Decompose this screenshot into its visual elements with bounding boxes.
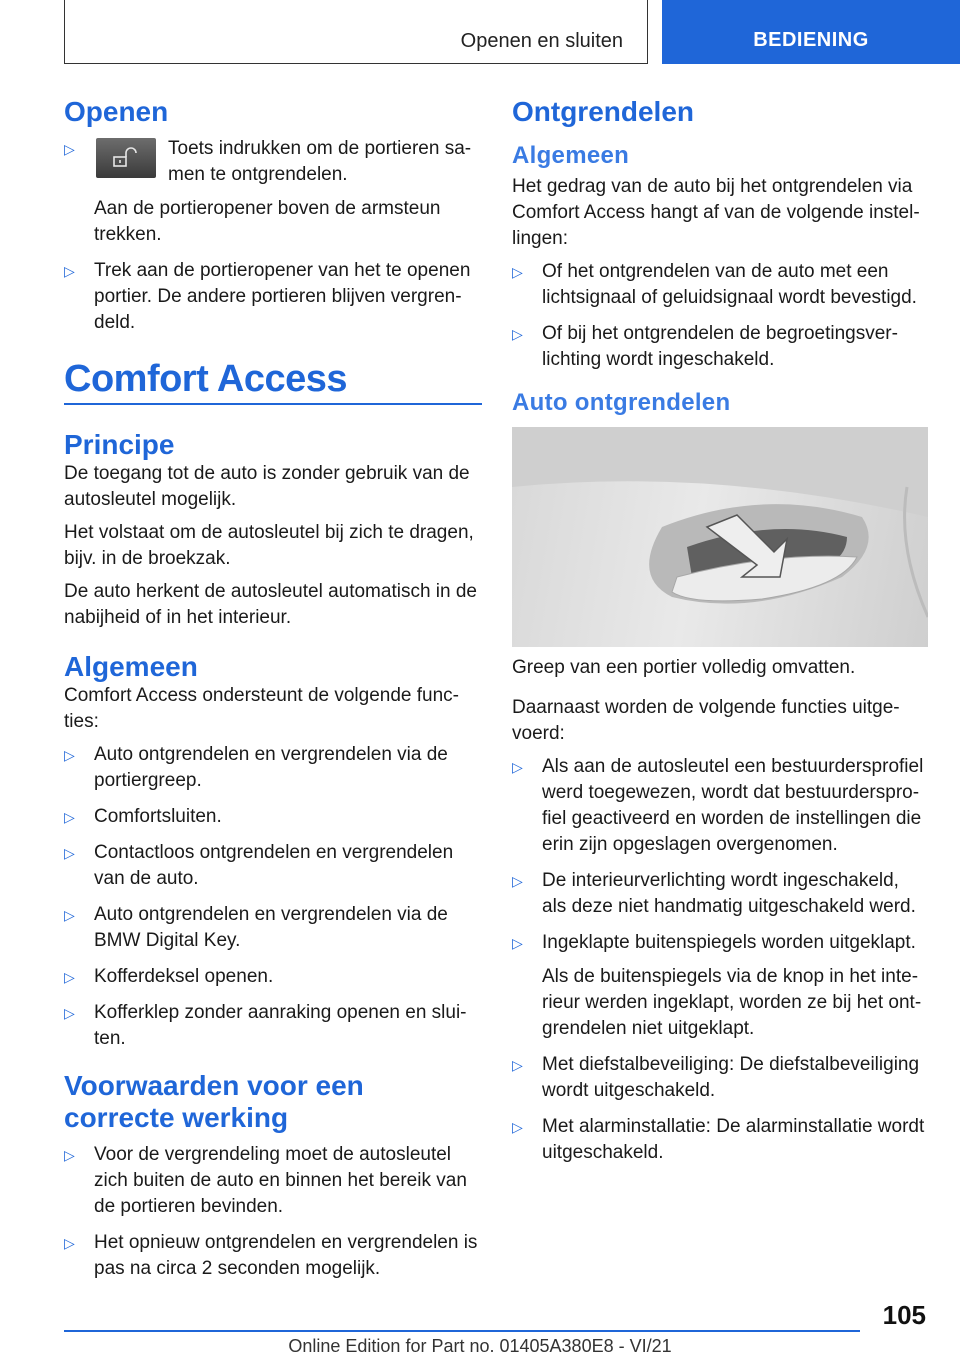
list-item-subtext: Aan de portieropener boven de armsteun trekken.	[94, 198, 441, 245]
triangle-bullet-icon: ▷	[64, 845, 75, 861]
list-item	[512, 754, 928, 858]
list-item	[64, 964, 482, 990]
triangle-bullet-icon: ▷	[64, 907, 75, 923]
list-item-text: De interieurverlichting wordt ingeschakeld, als deze niet handmatig uitgeschakeld werd.	[542, 870, 916, 917]
paragraph: De toegang tot de auto is zonder gebruik van de autosleutel mogelijk.	[64, 463, 470, 510]
algemeen-heading: Algemeen	[64, 651, 198, 682]
list-item	[64, 742, 482, 794]
list-item-text: Het opnieuw ontgrendelen en vergrendelen is pas na circa 2 seconden mogelijk.	[94, 1232, 478, 1279]
list-item	[512, 1114, 928, 1166]
list-item-text: Comfortsluiten.	[94, 806, 222, 827]
principe-heading: Principe	[64, 429, 175, 460]
paragraph: Daarnaast worden de volgende functies uitge-voerd:	[512, 697, 900, 744]
section-tab	[64, 0, 648, 64]
list-item-subtext: Als de buitenspiegels via de knop in het inte-rieur werden ingeklapt, worden ze bij het ont-grendelen niet uitgeklapt.	[542, 966, 922, 1039]
footer-divider	[64, 1330, 860, 1332]
paragraph: Comfort Access ondersteunt de volgende func-ties:	[64, 685, 460, 732]
list-item	[64, 258, 482, 336]
list-item	[64, 1230, 482, 1282]
triangle-bullet-icon: ▷	[64, 747, 75, 763]
list-item-text: Voor de vergrendeling moet de autosleutel zich buiten de auto en binnen het bereik van de portieren bevinden.	[94, 1144, 467, 1217]
list-item	[64, 804, 482, 830]
voorwaarden-list	[64, 1142, 482, 1282]
triangle-bullet-icon: ▷	[512, 264, 523, 280]
list-item	[64, 902, 482, 954]
triangle-bullet-icon: ▷	[64, 969, 75, 985]
edition-text: Online Edition for Part no. 01405A380E8 - VI/21	[288, 1336, 672, 1356]
openen-heading: Openen	[64, 96, 169, 127]
triangle-bullet-icon: ▷	[64, 1235, 75, 1251]
voorwaarden-heading: Voorwaarden voor een correcte werking	[64, 1070, 364, 1133]
list-item-text: Als aan de autosleutel een bestuurdersprofiel werd toegewezen, wordt dat bestuurderspro-fiel geactiveerd en worden de instellingen die erin zijn opgeslagen overgenomen.	[542, 756, 924, 855]
list-item-text: Ingeklapte buitenspiegels worden uitgeklapt.	[542, 932, 916, 953]
list-item-text: Met diefstalbeveiliging: De diefstalbeveiliging wordt uitgeschakeld.	[542, 1054, 920, 1101]
triangle-bullet-icon: ▷	[64, 1147, 75, 1163]
list-item-text: Kofferdeksel openen.	[94, 966, 274, 987]
triangle-bullet-icon: ▷	[64, 141, 75, 157]
unlock-icon	[96, 138, 156, 178]
list-item	[512, 930, 928, 1042]
list-item-text: Trek aan de portieropener van het te openen portier. De andere portieren blijven vergren-deld.	[94, 260, 471, 333]
left-column	[64, 96, 482, 1292]
list-item	[64, 1142, 482, 1220]
chapter-tab: BEDIENING	[662, 0, 960, 64]
list-item	[64, 136, 482, 248]
triangle-bullet-icon: ▷	[64, 1005, 75, 1021]
list-item-text: Met alarminstallatie: De alarminstallatie wordt uitgeschakeld.	[542, 1116, 925, 1163]
icon-row	[94, 136, 482, 188]
algemeen-subheading: Algemeen	[512, 142, 630, 169]
list-item	[64, 1000, 482, 1052]
list-item-text: Contactloos ontgrendelen en vergrendelen van de auto.	[94, 842, 454, 889]
list-item-text: Auto ontgrendelen en vergrendelen via de portiergreep.	[94, 744, 448, 791]
paragraph: De auto herkent de autosleutel automatisch in de nabijheid of in het interieur.	[64, 581, 477, 628]
triangle-bullet-icon: ▷	[64, 809, 75, 825]
triangle-bullet-icon: ▷	[512, 1057, 523, 1073]
triangle-bullet-icon: ▷	[512, 759, 523, 775]
section-title: Openen en sluiten	[460, 30, 623, 52]
triangle-bullet-icon: ▷	[512, 935, 523, 951]
auto-ontgrendelen-subheading: Auto ontgrendelen	[512, 389, 731, 416]
algemeen-list	[64, 742, 482, 1052]
paragraph: Het gedrag van de auto bij het ontgrendelen via Comfort Access hangt af van de volgende instel-lingen:	[512, 176, 920, 249]
settings-list	[512, 259, 928, 373]
triangle-bullet-icon: ▷	[64, 263, 75, 279]
openen-list	[64, 136, 482, 336]
right-column	[512, 96, 928, 1176]
triangle-bullet-icon: ▷	[512, 1119, 523, 1135]
list-item	[64, 840, 482, 892]
photo-caption: Greep van een portier volledig omvatten.	[512, 657, 856, 678]
ontgrendelen-heading: Ontgrendelen	[512, 96, 695, 127]
list-item	[512, 259, 928, 311]
list-item-text: Of bij het ontgrendelen de begroetingsver-lichting wordt ingeschakeld.	[542, 323, 898, 370]
list-item	[512, 321, 928, 373]
list-item-text: Kofferklep zonder aanraking openen en slui-ten.	[94, 1002, 467, 1049]
page-header	[0, 0, 960, 66]
door-handle-photo	[512, 427, 928, 647]
functies-list	[512, 754, 928, 1166]
page-number: 105	[882, 1300, 926, 1330]
list-item-text: Toets indrukken om de portieren sa-men te ontgrendelen.	[168, 138, 472, 185]
triangle-bullet-icon: ▷	[512, 873, 523, 889]
list-item-text: Of het ontgrendelen van de auto met een lichtsignaal of geluidsignaal wordt bevestigd.	[542, 261, 917, 308]
triangle-bullet-icon: ▷	[512, 326, 523, 342]
list-item	[512, 868, 928, 920]
list-item	[512, 1052, 928, 1104]
list-item-text: Auto ontgrendelen en vergrendelen via de BMW Digital Key.	[94, 904, 448, 951]
comfort-access-heading: Comfort Access	[64, 358, 482, 405]
paragraph: Het volstaat om de autosleutel bij zich te dragen, bijv. in de broekzak.	[64, 522, 474, 569]
